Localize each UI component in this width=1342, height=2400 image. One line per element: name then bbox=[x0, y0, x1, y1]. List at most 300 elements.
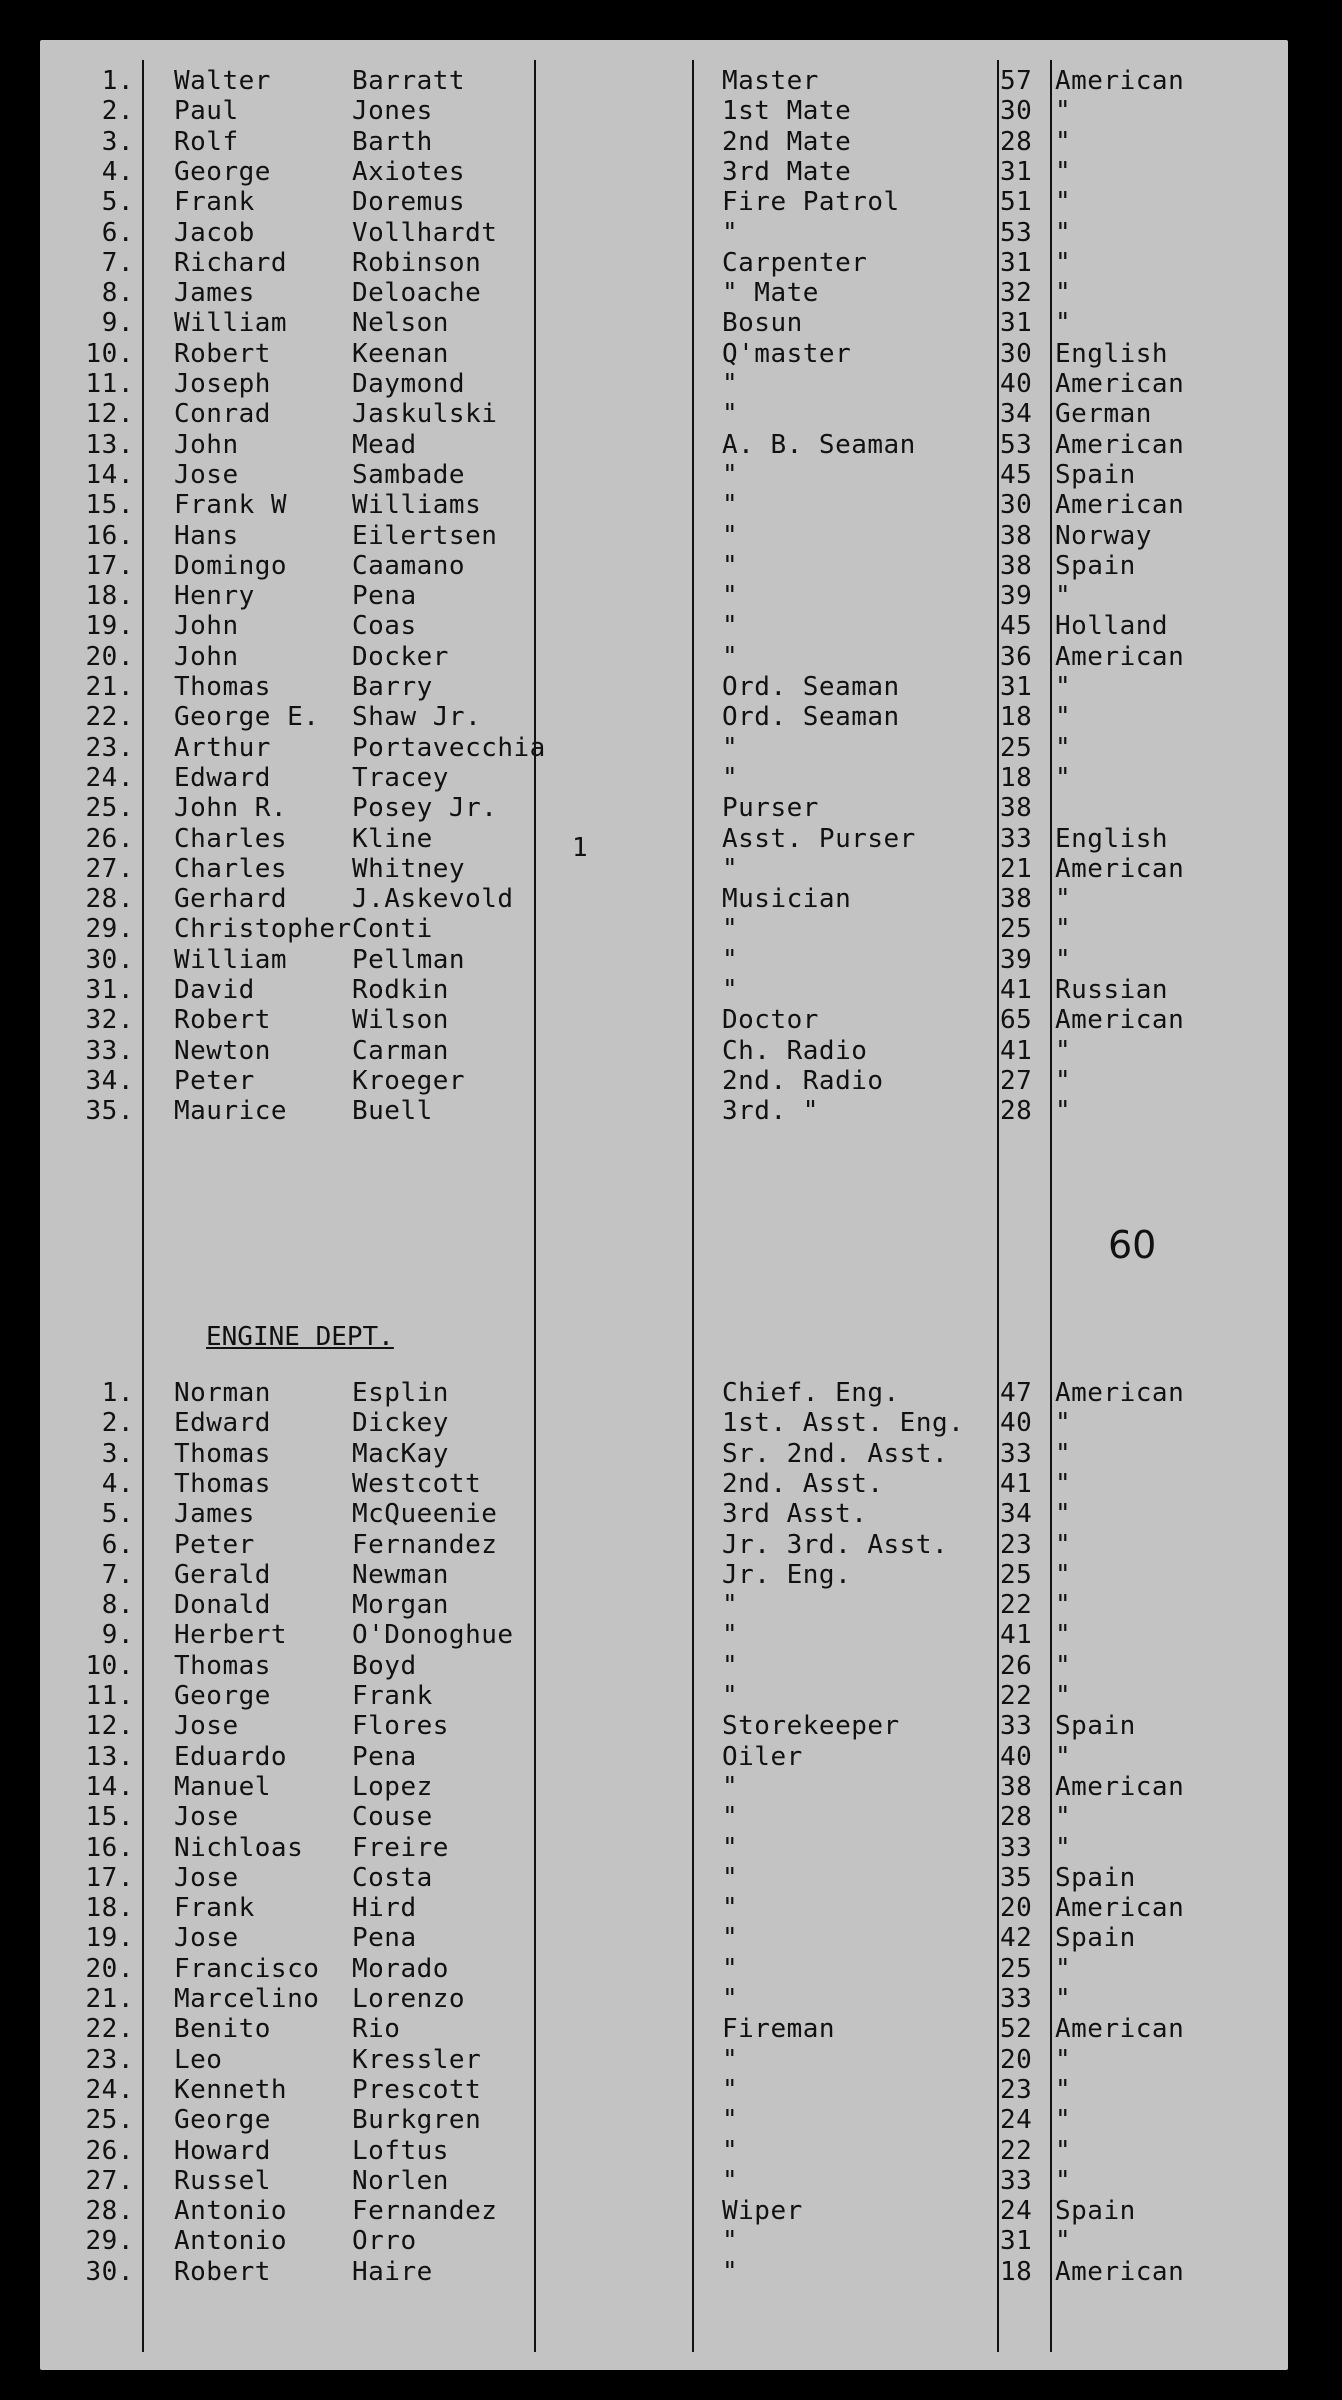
row-number: 12. bbox=[85, 1711, 134, 1742]
age: 65 bbox=[1000, 1005, 1033, 1036]
rating: Sr. 2nd. Asst. bbox=[722, 1438, 949, 1469]
age: 25 bbox=[1000, 914, 1033, 945]
last-name: MacKay bbox=[352, 1438, 449, 1469]
last-name: Deloache bbox=[352, 278, 482, 309]
nationality: " bbox=[1055, 308, 1072, 339]
rating: " bbox=[722, 2256, 739, 2287]
rating: " bbox=[722, 581, 739, 612]
age: 40 bbox=[1000, 1408, 1033, 1439]
age: 53 bbox=[1000, 217, 1033, 248]
row-number: 25. bbox=[85, 2105, 134, 2136]
nationality: " bbox=[1055, 2165, 1072, 2196]
rating: Jr. 3rd. Asst. bbox=[722, 1529, 949, 1560]
rating: " bbox=[722, 459, 739, 490]
first-name: Robert bbox=[174, 338, 271, 369]
first-name: Newton bbox=[174, 1035, 271, 1066]
age: 41 bbox=[1000, 975, 1033, 1005]
row-number: 5. bbox=[101, 1499, 134, 1530]
nationality: " bbox=[1055, 944, 1072, 975]
last-name: Lorenzo bbox=[352, 1984, 466, 2014]
age: 42 bbox=[1000, 1923, 1033, 1954]
age: 20 bbox=[1000, 2044, 1033, 2075]
first-name: Jose bbox=[174, 459, 239, 490]
last-name: Coas bbox=[352, 611, 417, 642]
age: 36 bbox=[1000, 641, 1033, 672]
first-name: George bbox=[174, 1681, 271, 1711]
first-name: John bbox=[174, 611, 239, 642]
row-number: 20. bbox=[85, 1953, 134, 1984]
age: 34 bbox=[1000, 1499, 1033, 1530]
last-name: Lopez bbox=[352, 1771, 433, 1802]
age: 33 bbox=[1000, 2165, 1033, 2196]
nationality: American bbox=[1055, 369, 1185, 399]
first-name: John R. bbox=[174, 793, 288, 824]
nationality: " bbox=[1055, 1559, 1072, 1590]
last-name: Pena bbox=[352, 1741, 417, 1772]
row-number: 26. bbox=[85, 823, 134, 854]
rating: " bbox=[722, 1620, 739, 1651]
age: 25 bbox=[1000, 732, 1033, 763]
last-name: Doremus bbox=[352, 187, 466, 218]
first-name: Manuel bbox=[174, 1771, 271, 1802]
first-name: Henry bbox=[174, 581, 255, 612]
row-number: 8. bbox=[101, 278, 134, 309]
rating: " bbox=[722, 550, 739, 581]
age: 20 bbox=[1000, 1893, 1033, 1924]
rating: Ord. Seaman bbox=[722, 672, 900, 702]
row-number: 9. bbox=[101, 1620, 134, 1651]
rating: Bosun bbox=[722, 308, 803, 339]
first-name: Frank W bbox=[174, 490, 288, 521]
column-rule bbox=[692, 60, 694, 2352]
last-name: Morado bbox=[352, 1953, 449, 1984]
nationality: " bbox=[1055, 1035, 1072, 1066]
nationality: " bbox=[1055, 1802, 1072, 1833]
row-number: 29. bbox=[85, 2226, 134, 2257]
rating: A. B. Seaman bbox=[722, 429, 916, 460]
age: 22 bbox=[1000, 1590, 1033, 1621]
row-number: 11. bbox=[85, 369, 134, 399]
nationality: " bbox=[1055, 672, 1072, 702]
rating: " bbox=[722, 2105, 739, 2136]
nationality: Spain bbox=[1055, 1862, 1136, 1893]
rating: " bbox=[722, 1984, 739, 2014]
last-name: Morgan bbox=[352, 1590, 449, 1621]
last-name: Esplin bbox=[352, 1378, 449, 1408]
rating: " bbox=[722, 975, 739, 1005]
nationality: " bbox=[1055, 1650, 1072, 1681]
last-name: Pena bbox=[352, 581, 417, 612]
age: 34 bbox=[1000, 399, 1033, 430]
column-rule bbox=[997, 60, 999, 2352]
age: 38 bbox=[1000, 1771, 1033, 1802]
last-name: Tracey bbox=[352, 762, 449, 793]
last-name: Orro bbox=[352, 2226, 417, 2257]
last-name: Newman bbox=[352, 1559, 449, 1590]
first-name: Charles bbox=[174, 853, 288, 884]
last-name: Rodkin bbox=[352, 975, 449, 1005]
row-number: 32. bbox=[85, 1005, 134, 1036]
row-number: 15. bbox=[85, 1802, 134, 1833]
first-name: Russel bbox=[174, 2165, 271, 2196]
margin-mark: 1 bbox=[572, 833, 589, 863]
row-number: 15. bbox=[85, 490, 134, 521]
row-number: 28. bbox=[85, 2196, 134, 2227]
row-number: 3. bbox=[101, 1438, 134, 1469]
row-number: 6. bbox=[101, 1529, 134, 1560]
age: 31 bbox=[1000, 308, 1033, 339]
last-name: Rio bbox=[352, 2014, 401, 2045]
column-rule bbox=[142, 60, 144, 2352]
rating: Oiler bbox=[722, 1741, 803, 1772]
row-number: 10. bbox=[85, 338, 134, 369]
age: 31 bbox=[1000, 672, 1033, 702]
row-number: 19. bbox=[85, 1923, 134, 1954]
first-name: Frank bbox=[174, 1893, 255, 1924]
last-name: Hird bbox=[352, 1893, 417, 1924]
row-number: 16. bbox=[85, 1832, 134, 1863]
last-name: Robinson bbox=[352, 247, 482, 278]
first-name: Domingo bbox=[174, 550, 288, 581]
age: 33 bbox=[1000, 1711, 1033, 1742]
rating: " bbox=[722, 641, 739, 672]
nationality: " bbox=[1055, 2105, 1072, 2136]
rating: " bbox=[722, 853, 739, 884]
row-number: 34. bbox=[85, 1065, 134, 1096]
age: 57 bbox=[1000, 66, 1033, 96]
last-name: Dickey bbox=[352, 1408, 449, 1439]
last-name: Freire bbox=[352, 1832, 449, 1863]
rating: " bbox=[722, 1923, 739, 1954]
last-name: J.Askevold bbox=[352, 884, 514, 915]
row-number: 6. bbox=[101, 217, 134, 248]
last-name: Kressler bbox=[352, 2044, 482, 2075]
rating: " bbox=[722, 1862, 739, 1893]
row-number: 3. bbox=[101, 126, 134, 157]
nationality: American bbox=[1055, 2256, 1185, 2287]
age: 40 bbox=[1000, 369, 1033, 399]
last-name: Barratt bbox=[352, 66, 466, 96]
last-name: Wilson bbox=[352, 1005, 449, 1036]
nationality: " bbox=[1055, 581, 1072, 612]
first-name: Edward bbox=[174, 1408, 271, 1439]
row-number: 23. bbox=[85, 732, 134, 763]
age: 28 bbox=[1000, 1096, 1033, 1127]
first-name: Thomas bbox=[174, 1650, 271, 1681]
rating: Wiper bbox=[722, 2196, 803, 2227]
nationality: American bbox=[1055, 490, 1185, 521]
age: 31 bbox=[1000, 247, 1033, 278]
rating: " bbox=[722, 399, 739, 430]
row-number: 10. bbox=[85, 1650, 134, 1681]
nationality: American bbox=[1055, 641, 1185, 672]
last-name: Flores bbox=[352, 1711, 449, 1742]
rating: Master bbox=[722, 66, 819, 96]
rating: Ch. Radio bbox=[722, 1035, 868, 1066]
nationality: " bbox=[1055, 2226, 1072, 2257]
last-name: Whitney bbox=[352, 853, 466, 884]
age: 47 bbox=[1000, 1378, 1033, 1408]
age: 39 bbox=[1000, 581, 1033, 612]
age: 28 bbox=[1000, 1802, 1033, 1833]
row-number: 1. bbox=[101, 1378, 134, 1408]
row-number: 2. bbox=[101, 96, 134, 127]
row-number: 27. bbox=[85, 853, 134, 884]
rating: 3rd Asst. bbox=[722, 1499, 868, 1530]
nationality: American bbox=[1055, 66, 1185, 96]
rating: 1st Mate bbox=[722, 96, 852, 127]
last-name: Fernandez bbox=[352, 1529, 498, 1560]
nationality: " bbox=[1055, 1953, 1072, 1984]
last-name: Conti bbox=[352, 914, 433, 945]
first-name: Howard bbox=[174, 2135, 271, 2166]
age: 30 bbox=[1000, 96, 1033, 127]
first-name: Jose bbox=[174, 1923, 239, 1954]
nationality: " bbox=[1055, 2135, 1072, 2166]
first-name: Herbert bbox=[174, 1620, 288, 1651]
first-name: Jose bbox=[174, 1862, 239, 1893]
rating: Ord. Seaman bbox=[722, 702, 900, 733]
rating: " bbox=[722, 520, 739, 551]
nationality: " bbox=[1055, 1529, 1072, 1560]
last-name: Westcott bbox=[352, 1468, 482, 1499]
nationality: English bbox=[1055, 338, 1169, 369]
rating: " bbox=[722, 1832, 739, 1863]
rating: Asst. Purser bbox=[722, 823, 916, 854]
first-name: Arthur bbox=[174, 732, 271, 763]
first-name: Jose bbox=[174, 1802, 239, 1833]
nationality: " bbox=[1055, 126, 1072, 157]
rating: " bbox=[722, 369, 739, 399]
age: 26 bbox=[1000, 1650, 1033, 1681]
age: 33 bbox=[1000, 1438, 1033, 1469]
rating: Carpenter bbox=[722, 247, 868, 278]
nationality: American bbox=[1055, 429, 1185, 460]
rating: " Mate bbox=[722, 278, 819, 309]
first-name: Marcelino bbox=[174, 1984, 320, 2014]
rating: 1st. Asst. Eng. bbox=[722, 1408, 965, 1439]
row-number: 4. bbox=[101, 156, 134, 187]
first-name: John bbox=[174, 429, 239, 460]
row-number: 17. bbox=[85, 1862, 134, 1893]
row-number: 17. bbox=[85, 550, 134, 581]
nationality: " bbox=[1055, 2044, 1072, 2075]
column-rule bbox=[534, 60, 536, 2352]
row-number: 14. bbox=[85, 459, 134, 490]
last-name: Costa bbox=[352, 1862, 433, 1893]
age: 38 bbox=[1000, 550, 1033, 581]
age: 24 bbox=[1000, 2105, 1033, 2136]
rating: " bbox=[722, 2226, 739, 2257]
first-name: Richard bbox=[174, 247, 288, 278]
last-name: McQueenie bbox=[352, 1499, 498, 1530]
rating: " bbox=[722, 611, 739, 642]
first-name: Charles bbox=[174, 823, 288, 854]
last-name: Carman bbox=[352, 1035, 449, 1066]
nationality: " bbox=[1055, 1468, 1072, 1499]
rating: " bbox=[722, 490, 739, 521]
last-name: Burkgren bbox=[352, 2105, 482, 2136]
last-name: Vollhardt bbox=[352, 217, 498, 248]
first-name: Paul bbox=[174, 96, 239, 127]
age: 41 bbox=[1000, 1620, 1033, 1651]
row-number: 22. bbox=[85, 702, 134, 733]
row-number: 8. bbox=[101, 1590, 134, 1621]
row-number: 21. bbox=[85, 1984, 134, 2014]
document-page bbox=[40, 40, 1288, 2370]
row-number: 30. bbox=[85, 2256, 134, 2287]
age: 53 bbox=[1000, 429, 1033, 460]
row-number: 24. bbox=[85, 762, 134, 793]
first-name: George bbox=[174, 2105, 271, 2136]
age: 30 bbox=[1000, 338, 1033, 369]
row-number: 35. bbox=[85, 1096, 134, 1127]
first-name: Leo bbox=[174, 2044, 223, 2075]
row-number: 9. bbox=[101, 308, 134, 339]
nationality: American bbox=[1055, 1378, 1185, 1408]
first-name: William bbox=[174, 944, 288, 975]
first-name: Hans bbox=[174, 520, 239, 551]
nationality: " bbox=[1055, 278, 1072, 309]
nationality: American bbox=[1055, 853, 1185, 884]
row-number: 22. bbox=[85, 2014, 134, 2045]
first-name: Thomas bbox=[174, 1438, 271, 1469]
first-name: Gerhard bbox=[174, 884, 288, 915]
first-name: Thomas bbox=[174, 1468, 271, 1499]
last-name: Posey Jr. bbox=[352, 793, 498, 824]
last-name: Mead bbox=[352, 429, 417, 460]
rating: " bbox=[722, 944, 739, 975]
age: 31 bbox=[1000, 156, 1033, 187]
age: 35 bbox=[1000, 1862, 1033, 1893]
first-name: Kenneth bbox=[174, 2074, 288, 2105]
last-name: Keenan bbox=[352, 338, 449, 369]
nationality: " bbox=[1055, 732, 1072, 763]
nationality: " bbox=[1055, 2074, 1072, 2105]
row-number: 7. bbox=[101, 1559, 134, 1590]
age: 30 bbox=[1000, 490, 1033, 521]
nationality: " bbox=[1055, 156, 1072, 187]
nationality: Spain bbox=[1055, 2196, 1136, 2227]
row-number: 23. bbox=[85, 2044, 134, 2075]
first-name: Maurice bbox=[174, 1096, 288, 1127]
rating: " bbox=[722, 1953, 739, 1984]
row-number: 28. bbox=[85, 884, 134, 915]
first-name: James bbox=[174, 1499, 255, 1530]
last-name: Pellman bbox=[352, 944, 466, 975]
nationality: " bbox=[1055, 1065, 1072, 1096]
rating: " bbox=[722, 217, 739, 248]
age: 45 bbox=[1000, 611, 1033, 642]
nationality: " bbox=[1055, 217, 1072, 248]
first-name: Antonio bbox=[174, 2196, 288, 2227]
row-number: 2. bbox=[101, 1408, 134, 1439]
rating: " bbox=[722, 762, 739, 793]
nationality: " bbox=[1055, 914, 1072, 945]
first-name: George bbox=[174, 156, 271, 187]
last-name: Haire bbox=[352, 2256, 433, 2287]
nationality: " bbox=[1055, 1620, 1072, 1651]
rating: 2nd. Asst. bbox=[722, 1468, 884, 1499]
rating: " bbox=[722, 2165, 739, 2196]
row-number: 25. bbox=[85, 793, 134, 824]
row-number: 1. bbox=[101, 66, 134, 96]
row-number: 13. bbox=[85, 1741, 134, 1772]
row-number: 26. bbox=[85, 2135, 134, 2166]
nationality: " bbox=[1055, 1499, 1072, 1530]
nationality: English bbox=[1055, 823, 1169, 854]
row-number: 19. bbox=[85, 611, 134, 642]
last-name: Loftus bbox=[352, 2135, 449, 2166]
last-name: O'Donoghue bbox=[352, 1620, 514, 1651]
page-annotation: 60 bbox=[1108, 1223, 1157, 1267]
row-number: 13. bbox=[85, 429, 134, 460]
age: 51 bbox=[1000, 187, 1033, 218]
first-name: Gerald bbox=[174, 1559, 271, 1590]
rating: 3rd. " bbox=[722, 1096, 819, 1127]
first-name: Nichloas bbox=[174, 1832, 304, 1863]
age: 39 bbox=[1000, 944, 1033, 975]
nationality: Norway bbox=[1055, 520, 1152, 551]
first-name: John bbox=[174, 641, 239, 672]
row-number: 18. bbox=[85, 1893, 134, 1924]
rating: Fire Patrol bbox=[722, 187, 900, 218]
rating: Musician bbox=[722, 884, 852, 915]
age: 41 bbox=[1000, 1035, 1033, 1066]
first-name: George E. bbox=[174, 702, 320, 733]
last-name: Daymond bbox=[352, 369, 466, 399]
nationality: Spain bbox=[1055, 1711, 1136, 1742]
last-name: Couse bbox=[352, 1802, 433, 1833]
rating: " bbox=[722, 732, 739, 763]
last-name: Kline bbox=[352, 823, 433, 854]
age: 18 bbox=[1000, 702, 1033, 733]
first-name: Benito bbox=[174, 2014, 271, 2045]
nationality: " bbox=[1055, 702, 1072, 733]
rating: Doctor bbox=[722, 1005, 819, 1036]
age: 25 bbox=[1000, 1559, 1033, 1590]
nationality: American bbox=[1055, 1893, 1185, 1924]
age: 33 bbox=[1000, 1984, 1033, 2014]
row-number: 12. bbox=[85, 399, 134, 430]
age: 31 bbox=[1000, 2226, 1033, 2257]
row-number: 31. bbox=[85, 975, 134, 1005]
last-name: Fernandez bbox=[352, 2196, 498, 2227]
last-name: Axiotes bbox=[352, 156, 466, 187]
first-name: Antonio bbox=[174, 2226, 288, 2257]
nationality: American bbox=[1055, 2014, 1185, 2045]
rating: " bbox=[722, 2135, 739, 2166]
age: 28 bbox=[1000, 126, 1033, 157]
last-name: Buell bbox=[352, 1096, 433, 1127]
first-name: David bbox=[174, 975, 255, 1005]
first-name: Donald bbox=[174, 1590, 271, 1621]
nationality: " bbox=[1055, 1590, 1072, 1621]
nationality: " bbox=[1055, 1096, 1072, 1127]
last-name: Norlen bbox=[352, 2165, 449, 2196]
first-name: Jose bbox=[174, 1711, 239, 1742]
nationality: American bbox=[1055, 1005, 1185, 1036]
last-name: Williams bbox=[352, 490, 482, 521]
nationality: " bbox=[1055, 1681, 1072, 1711]
first-name: Robert bbox=[174, 1005, 271, 1036]
age: 21 bbox=[1000, 853, 1033, 884]
age: 38 bbox=[1000, 793, 1033, 824]
last-name: Barth bbox=[352, 126, 433, 157]
age: 24 bbox=[1000, 2196, 1033, 2227]
rating: " bbox=[722, 2044, 739, 2075]
nationality: " bbox=[1055, 762, 1072, 793]
